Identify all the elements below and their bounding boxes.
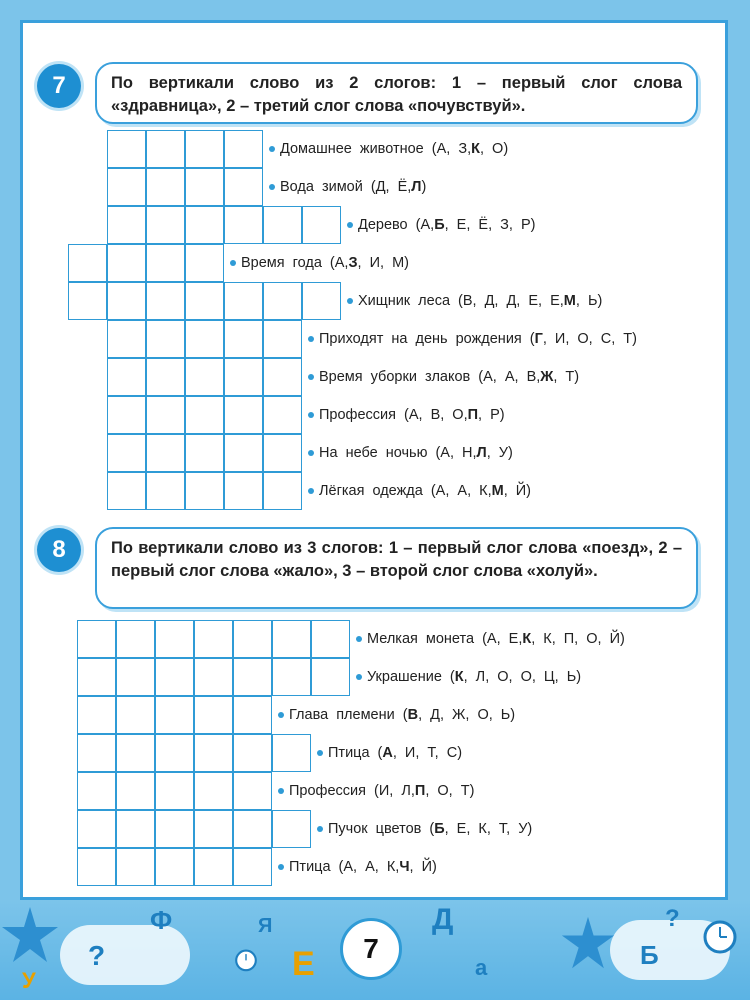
- clue-text: Приходят на день рождения (: [319, 331, 535, 347]
- crossword-cell[interactable]: [311, 658, 350, 696]
- crossword-cell[interactable]: [77, 734, 116, 772]
- crossword-cell[interactable]: [107, 206, 146, 244]
- crossword-cell[interactable]: [194, 696, 233, 734]
- clue-text: Профессия (И, Л,: [289, 783, 415, 799]
- crossword-cell[interactable]: [302, 206, 341, 244]
- clue-key-letter: Б: [434, 821, 445, 837]
- crossword-cell[interactable]: [185, 472, 224, 510]
- crossword-cell[interactable]: [185, 244, 224, 282]
- crossword-cell[interactable]: [116, 658, 155, 696]
- crossword-cell[interactable]: [146, 130, 185, 168]
- crossword-clue: [347, 206, 535, 244]
- clue-text: Время уборки злаков (А, А, В,: [319, 369, 541, 385]
- crossword-cell[interactable]: [116, 620, 155, 658]
- crossword-cell[interactable]: [77, 658, 116, 696]
- clue-text: Птица (: [328, 745, 383, 761]
- crossword-clue: [230, 244, 409, 282]
- clue-text: , Е, К, Т, У): [444, 821, 533, 837]
- crossword-cell[interactable]: [155, 772, 194, 810]
- crossword-cell[interactable]: [185, 358, 224, 396]
- task-8-number: 8: [37, 528, 81, 572]
- page-number: 7: [340, 918, 402, 980]
- clue-text: , О): [479, 141, 509, 157]
- crossword-cell[interactable]: [272, 658, 311, 696]
- bullet-icon: [308, 450, 314, 456]
- crossword-cell[interactable]: [224, 358, 263, 396]
- crossword-cell[interactable]: [263, 358, 302, 396]
- clue-text: , Й): [503, 483, 532, 499]
- crossword-cell[interactable]: [224, 434, 263, 472]
- clue-key-letter: Ч: [399, 859, 410, 875]
- crossword-cell[interactable]: [185, 396, 224, 434]
- crossword-cell[interactable]: [146, 244, 185, 282]
- clue-text: Глава племени (: [289, 707, 408, 723]
- letter-decoration: Е: [292, 945, 315, 983]
- crossword-cell[interactable]: [155, 658, 194, 696]
- task-8-instructions: По вертикали слово из 3 слогов: 1 – первый слог слова «поезд», 2 – первый слог слова «жало», 3 – второй слог слова «холуй».: [95, 527, 698, 609]
- crossword-cell[interactable]: [77, 810, 116, 848]
- crossword-cell[interactable]: [194, 734, 233, 772]
- crossword-cell[interactable]: [185, 206, 224, 244]
- crossword-cell[interactable]: [68, 244, 107, 282]
- crossword-cell[interactable]: [233, 734, 272, 772]
- crossword-clue: [278, 772, 474, 810]
- clock-icon: [232, 945, 260, 973]
- crossword-clue: [278, 696, 515, 734]
- task-7-instructions: По вертикали слово из 2 слогов: 1 – первый слог слова «здравница», 2 – третий слог слова «почувствуй».: [95, 62, 698, 124]
- crossword-cell[interactable]: [107, 282, 146, 320]
- crossword-cell[interactable]: [107, 396, 146, 434]
- crossword-cell[interactable]: [146, 396, 185, 434]
- clue-text: , Р): [478, 407, 505, 423]
- crossword-cell[interactable]: [272, 620, 311, 658]
- crossword-cell[interactable]: [155, 696, 194, 734]
- crossword-clue: [308, 472, 531, 510]
- crossword-cell[interactable]: [272, 810, 311, 848]
- clue-key-letter: Л: [476, 445, 487, 461]
- letter-decoration: Б: [640, 940, 659, 970]
- crossword-cell[interactable]: [116, 734, 155, 772]
- clue-text: , Т): [553, 369, 580, 385]
- clue-text: , О, Т): [425, 783, 475, 799]
- crossword-cell[interactable]: [302, 282, 341, 320]
- crossword-cell[interactable]: [146, 358, 185, 396]
- clue-text: , Й): [409, 859, 437, 875]
- clue-key-letter: П: [467, 407, 479, 423]
- clue-text: Вода зимой (Д, Ё,: [280, 179, 412, 195]
- crossword-clue: [317, 810, 532, 848]
- crossword-cell[interactable]: [194, 658, 233, 696]
- crossword-cell[interactable]: [77, 772, 116, 810]
- clue-text: Птица (А, А, К,: [289, 859, 400, 875]
- clue-key-letter: З: [348, 255, 358, 271]
- crossword-cell[interactable]: [107, 244, 146, 282]
- crossword-cell[interactable]: [116, 772, 155, 810]
- clue-text: , Е, Ё, З, Р): [444, 217, 536, 233]
- crossword-cell[interactable]: [77, 696, 116, 734]
- crossword-cell[interactable]: [146, 472, 185, 510]
- crossword-cell[interactable]: [146, 206, 185, 244]
- bullet-icon: [278, 788, 284, 794]
- letter-decoration: Ф: [150, 905, 173, 935]
- clue-key-letter: М: [491, 483, 504, 499]
- bullet-icon: [356, 674, 362, 680]
- crossword-cell[interactable]: [272, 734, 311, 772]
- clue-text: Профессия (А, В, О,: [319, 407, 468, 423]
- crossword-cell[interactable]: [116, 848, 155, 886]
- crossword-cell[interactable]: [116, 810, 155, 848]
- crossword-cell[interactable]: [146, 168, 185, 206]
- crossword-cell[interactable]: [224, 206, 263, 244]
- crossword-cell[interactable]: [107, 168, 146, 206]
- clue-text: , Ь): [575, 293, 603, 309]
- crossword-cell[interactable]: [107, 472, 146, 510]
- crossword-cell[interactable]: [155, 734, 194, 772]
- crossword-cell[interactable]: [77, 620, 116, 658]
- crossword-cell[interactable]: [107, 358, 146, 396]
- crossword-cell[interactable]: [224, 168, 263, 206]
- star-decoration: [560, 915, 616, 971]
- crossword-cell[interactable]: [233, 696, 272, 734]
- bullet-icon: [308, 488, 314, 494]
- bullet-icon: [269, 146, 275, 152]
- bullet-icon: [230, 260, 236, 266]
- crossword-clue: [347, 282, 602, 320]
- crossword-clue: [356, 620, 625, 658]
- crossword-cell[interactable]: [233, 772, 272, 810]
- clock-icon: [700, 915, 740, 955]
- crossword-cell[interactable]: [155, 810, 194, 848]
- letter-decoration: Я: [258, 915, 273, 937]
- clue-text: Дерево (А,: [358, 217, 435, 233]
- crossword-cell[interactable]: [194, 620, 233, 658]
- clue-text: Домашнее животное (А, З,: [280, 141, 472, 157]
- crossword-cell[interactable]: [155, 848, 194, 886]
- crossword-cell[interactable]: [185, 130, 224, 168]
- crossword-cell[interactable]: [263, 206, 302, 244]
- bullet-icon: [308, 374, 314, 380]
- bullet-icon: [278, 864, 284, 870]
- clue-key-letter: К: [454, 669, 464, 685]
- crossword-cell[interactable]: [263, 282, 302, 320]
- crossword-clue: [308, 320, 637, 358]
- crossword-cell[interactable]: [146, 282, 185, 320]
- bullet-icon: [308, 412, 314, 418]
- clue-text: Время года (А,: [241, 255, 349, 271]
- crossword-cell[interactable]: [116, 696, 155, 734]
- task-7-number: 7: [37, 64, 81, 108]
- bullet-icon: [308, 336, 314, 342]
- crossword-cell[interactable]: [107, 320, 146, 358]
- crossword-cell[interactable]: [224, 130, 263, 168]
- crossword-cell[interactable]: [194, 810, 233, 848]
- crossword-cell[interactable]: [155, 620, 194, 658]
- crossword-cell[interactable]: [185, 434, 224, 472]
- clue-text: , У): [486, 445, 513, 461]
- crossword-cell[interactable]: [263, 434, 302, 472]
- crossword-cell[interactable]: [224, 396, 263, 434]
- clue-text: Хищник леса (В, Д, Д, Е, Е,: [358, 293, 564, 309]
- bullet-icon: [269, 184, 275, 190]
- crossword-cell[interactable]: [194, 772, 233, 810]
- bullet-icon: [347, 222, 353, 228]
- crossword-cell[interactable]: [194, 848, 233, 886]
- clue-key-letter: А: [382, 745, 393, 761]
- clue-text: Лёгкая одежда (А, А, К,: [319, 483, 492, 499]
- clue-text: , Д, Ж, О, Ь): [418, 707, 516, 723]
- clue-key-letter: К: [522, 631, 532, 647]
- star-decoration: [0, 905, 60, 965]
- letter-decoration: а: [475, 955, 488, 980]
- bullet-icon: [347, 298, 353, 304]
- crossword-clue: [269, 168, 426, 206]
- crossword-clue: [308, 434, 513, 472]
- crossword-cell[interactable]: [224, 320, 263, 358]
- crossword-clue: [317, 734, 462, 772]
- crossword-cell[interactable]: [233, 620, 272, 658]
- crossword-clue: [356, 658, 581, 696]
- crossword-cell[interactable]: [185, 320, 224, 358]
- crossword-cell[interactable]: [311, 620, 350, 658]
- crossword-cell[interactable]: [263, 396, 302, 434]
- clue-text: Украшение (: [367, 669, 455, 685]
- clue-text: Мелкая монета (А, Е,: [367, 631, 523, 647]
- clue-text: Пучок цветов (: [328, 821, 435, 837]
- bullet-icon: [317, 750, 323, 756]
- clue-key-letter: Ж: [540, 369, 554, 385]
- clue-key-letter: М: [563, 293, 576, 309]
- clue-text: , И, Т, С): [392, 745, 463, 761]
- crossword-cell[interactable]: [146, 434, 185, 472]
- clue-text: , Л, О, О, Ц, Ь): [463, 669, 582, 685]
- crossword-cell[interactable]: [77, 848, 116, 886]
- letter-decoration: Д: [432, 903, 454, 936]
- clue-text: , И, О, С, Т): [542, 331, 637, 347]
- crossword-cell[interactable]: [107, 130, 146, 168]
- crossword-cell[interactable]: [68, 282, 107, 320]
- crossword-clue: [308, 358, 579, 396]
- question-mark-decoration: ?: [88, 940, 106, 971]
- bullet-icon: [356, 636, 362, 642]
- question-mark-decoration: ?: [665, 905, 680, 932]
- crossword-clue: [308, 396, 505, 434]
- clue-key-letter: В: [407, 707, 419, 723]
- crossword-clue: [278, 848, 437, 886]
- crossword-cell[interactable]: [107, 434, 146, 472]
- crossword-cell[interactable]: [185, 282, 224, 320]
- crossword-cell[interactable]: [263, 320, 302, 358]
- clue-key-letter: Г: [534, 331, 543, 347]
- crossword-cell[interactable]: [224, 472, 263, 510]
- crossword-cell[interactable]: [233, 658, 272, 696]
- crossword-clue: [269, 130, 508, 168]
- crossword-cell[interactable]: [233, 848, 272, 886]
- bullet-icon: [317, 826, 323, 832]
- clue-text: На небе ночью (А, Н,: [319, 445, 477, 461]
- crossword-cell[interactable]: [185, 168, 224, 206]
- bullet-icon: [278, 712, 284, 718]
- clue-key-letter: П: [414, 783, 426, 799]
- clue-text: , К, П, О, Й): [531, 631, 625, 647]
- clue-key-letter: К: [471, 141, 480, 157]
- crossword-cell[interactable]: [224, 282, 263, 320]
- clue-text: ): [421, 179, 427, 195]
- clue-text: , И, М): [357, 255, 409, 271]
- letter-decoration: У: [22, 968, 36, 993]
- crossword-cell[interactable]: [263, 472, 302, 510]
- crossword-cell[interactable]: [146, 320, 185, 358]
- clue-key-letter: Л: [411, 179, 422, 195]
- crossword-cell[interactable]: [233, 810, 272, 848]
- clue-key-letter: Б: [434, 217, 445, 233]
